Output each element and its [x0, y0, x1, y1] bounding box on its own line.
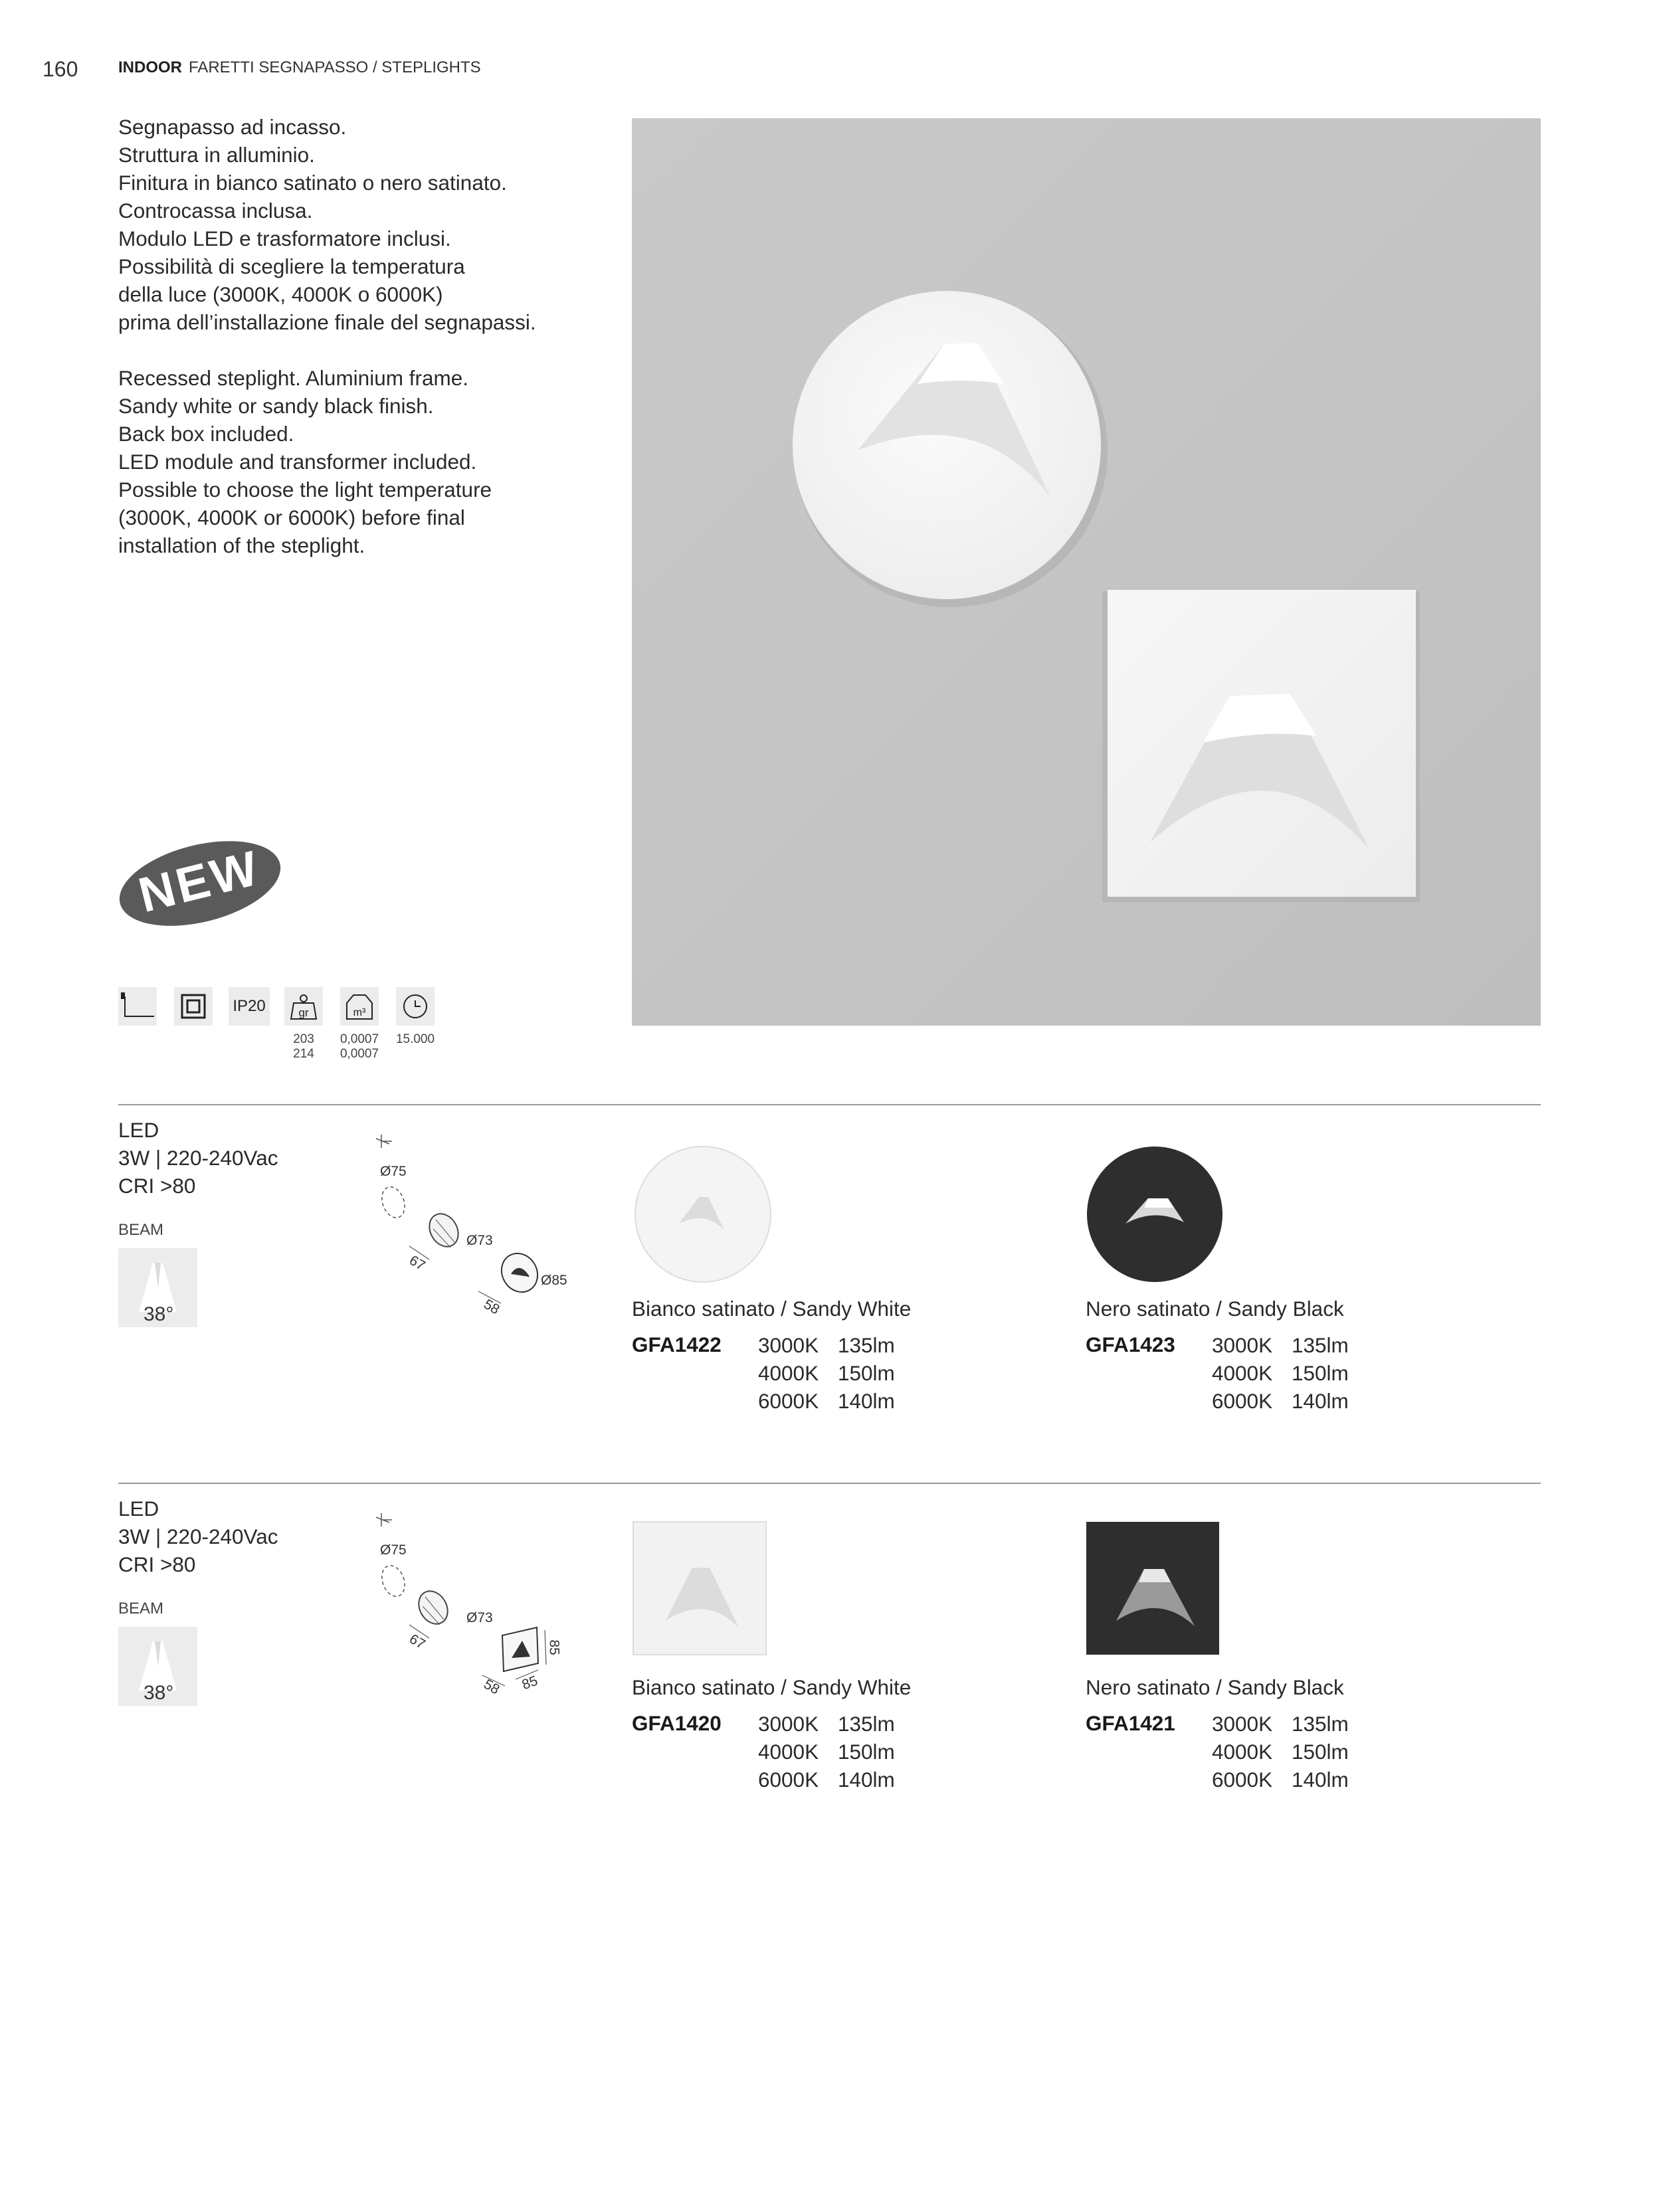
weight-icon: [284, 987, 323, 1026]
beam-angle-icon: [118, 1248, 197, 1327]
variant-row: 3000K 135lm: [1212, 1333, 1349, 1357]
ip-rating-icon: IP20: [229, 987, 270, 1026]
dim-depth: 67: [407, 1631, 428, 1653]
spec-round: LED 3W | 220-240Vac CRI >80: [118, 1118, 278, 1198]
header-subtitle: FARETTI SEGNAPASSO / STEPLIGHTS: [189, 58, 481, 76]
variant-table: [758, 1710, 895, 1794]
variant-row: 3000K 135lm: [1212, 1712, 1349, 1736]
hero-product-photo: [632, 118, 1541, 1026]
desc-line: Segnapasso ad incasso.: [118, 115, 347, 139]
variant-row: 4000K 150lm: [1212, 1740, 1349, 1764]
product-code: GFA1422: [632, 1333, 722, 1356]
variant-row: 6000K 140lm: [1212, 1389, 1349, 1413]
variant-row: 4000K 150lm: [758, 1740, 895, 1764]
desc-line: LED module and transformer included.: [118, 450, 477, 474]
dim-height: 58: [481, 1296, 502, 1318]
finish-label: Nero satinato / Sandy Black: [1086, 1675, 1344, 1699]
product-code: GFA1420: [632, 1711, 722, 1735]
variant-row: 6000K 140lm: [758, 1389, 895, 1413]
variant-row: 6000K 140lm: [758, 1768, 895, 1792]
variant-row: 4000K 150lm: [1212, 1361, 1349, 1385]
desc-line: Controcassa inclusa.: [118, 199, 313, 223]
product-thumb-square-white: [633, 1521, 767, 1655]
desc-line: Recessed steplight. Aluminium frame.: [118, 366, 468, 390]
round-steplight: [793, 291, 1101, 599]
desc-line: Sandy white or sandy black finish.: [118, 394, 434, 418]
variant-row: 3000K 135lm: [758, 1712, 895, 1736]
dim-width: 85: [520, 1673, 540, 1693]
finish-label: Bianco satinato / Sandy White: [632, 1675, 912, 1699]
weight-values: 203 214: [293, 1032, 314, 1061]
variant-table: [758, 1331, 895, 1415]
variant-row: 4000K 150lm: [758, 1361, 895, 1385]
dim-box-diameter: Ø73: [466, 1610, 493, 1625]
dim-body-diameter: Ø85: [541, 1273, 567, 1288]
dim-cut-diameter: Ø75: [380, 1542, 407, 1558]
beam-angle-value: 38°: [144, 1303, 174, 1325]
desc-line: Back box included.: [118, 422, 294, 446]
finish-label: Bianco satinato / Sandy White: [632, 1297, 912, 1321]
description-english: [118, 364, 623, 559]
volume-icon: [340, 987, 379, 1026]
class-ii-icon: [174, 987, 213, 1026]
variant-table: [1212, 1710, 1349, 1794]
beam-angle-value: 38°: [144, 1682, 174, 1704]
section-divider: [118, 1483, 1541, 1484]
beam-label: BEAM: [118, 1221, 164, 1239]
volume-icon-label: m³: [353, 1007, 366, 1018]
hero-illustration: [632, 118, 1541, 1026]
product-thumb-round-white: [633, 1144, 773, 1285]
variant-row: 6000K 140lm: [1212, 1768, 1349, 1792]
dim-cut-diameter: Ø75: [380, 1164, 407, 1179]
dim-side: 85: [546, 1639, 562, 1655]
product-thumb-round-black: [1084, 1144, 1225, 1285]
description-italian: [118, 113, 623, 336]
new-badge-text: NEW: [133, 841, 266, 923]
spec-square: LED 3W | 220-240Vac CRI >80: [118, 1497, 278, 1576]
finish-label: Nero satinato / Sandy Black: [1086, 1297, 1344, 1321]
desc-line: installation of the steplight.: [118, 533, 365, 557]
desc-line: Modulo LED e trasformatore inclusi.: [118, 227, 451, 250]
weight-icon-label: gr: [298, 1006, 309, 1019]
page-number: 160: [43, 57, 78, 81]
beam-angle-icon: [118, 1627, 197, 1706]
lifetime-value: 15.000: [395, 1032, 435, 1046]
dimension-drawing-square: [372, 1508, 585, 1707]
dimension-drawing-round: [372, 1129, 585, 1329]
product-code: GFA1423: [1086, 1333, 1175, 1356]
desc-line: Struttura in alluminio.: [118, 143, 315, 167]
page-header: [118, 58, 481, 77]
desc-line: Possibilità di scegliere la temperatura: [118, 254, 465, 278]
new-badge: [117, 841, 283, 926]
volume-values: 0,0007 0,0007: [340, 1032, 379, 1061]
recessed-mount-icon: [118, 987, 157, 1026]
lifetime-clock-icon: [396, 987, 435, 1026]
desc-line: prima dell’installazione finale del segnapassi.: [118, 310, 536, 334]
product-code: GFA1421: [1086, 1711, 1175, 1735]
section-divider: [118, 1104, 1541, 1105]
dim-depth: 67: [407, 1252, 428, 1274]
dim-height: 58: [481, 1676, 502, 1698]
variant-row: 3000K 135lm: [758, 1333, 895, 1357]
header-section: INDOOR: [118, 58, 182, 76]
desc-line: della luce (3000K, 4000K o 6000K): [118, 282, 443, 306]
variant-table: [1212, 1331, 1349, 1415]
desc-line: Possible to choose the light temperature: [118, 478, 492, 502]
product-thumb-square-black: [1086, 1521, 1220, 1655]
desc-line: (3000K, 4000K or 6000K) before final: [118, 506, 465, 529]
dim-box-diameter: Ø73: [466, 1233, 493, 1248]
desc-line: Finitura in bianco satinato o nero satinato.: [118, 171, 507, 195]
beam-label: BEAM: [118, 1600, 164, 1617]
